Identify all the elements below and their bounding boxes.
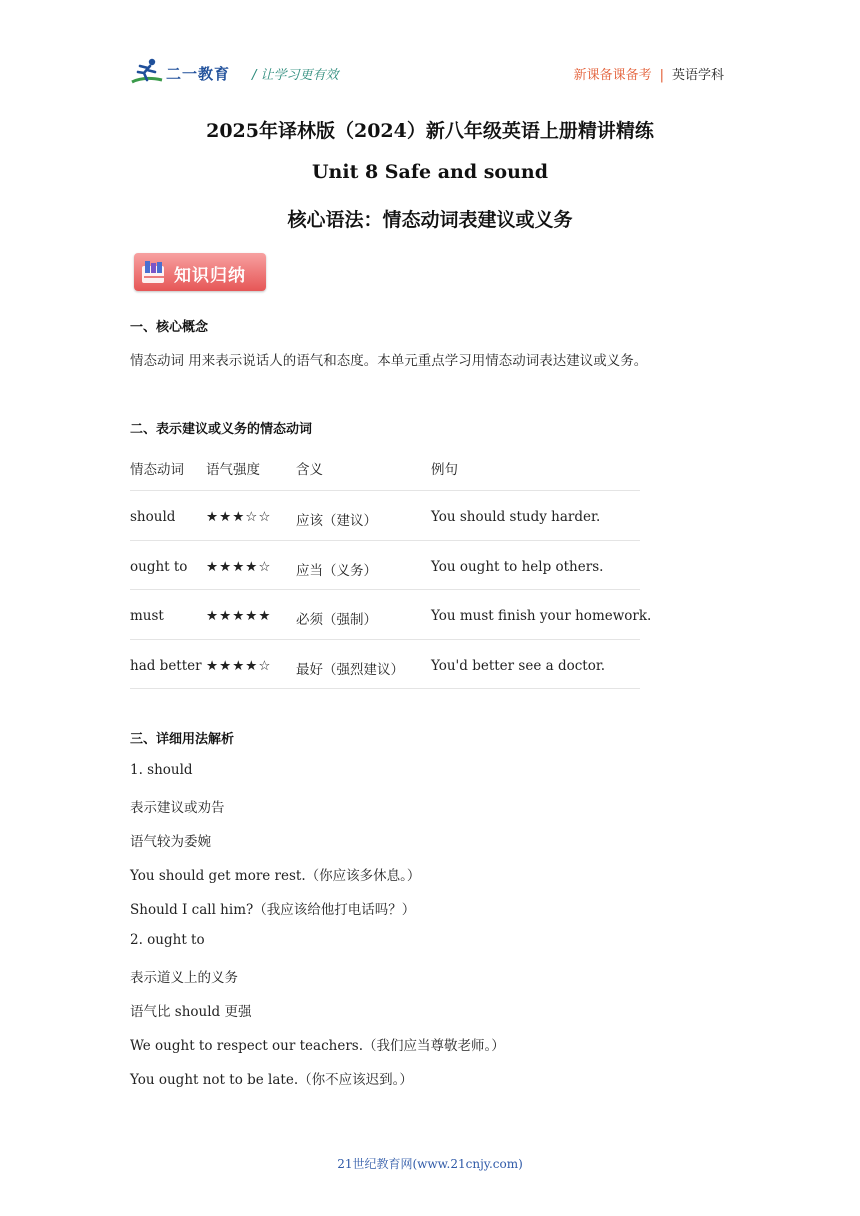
meaning-cell: 必须（强制） [296,612,377,628]
section1-text: 情态动词 用来表示说话人的语气和态度。本单元重点学习用情态动词表达建议或义务。 [130,353,648,369]
verb-cell: must [130,608,164,624]
section3-heading: 三、详细用法解析 [130,732,235,747]
table-row [130,640,640,690]
section1-heading: 一、核心概念 [130,320,209,335]
header-subject-label: 英语学科 [671,68,724,83]
strength-cell: ★★★★☆ [206,558,272,575]
header-separator: | [659,68,664,83]
table-row [130,541,640,591]
verb-cell: had better [130,657,202,674]
unit-title: Unit 8 Safe and sound [311,161,549,183]
usage-line: 表示道义上的义务 [130,970,238,986]
verb-cell: ought to [130,558,188,575]
usage-line: We ought to respect our teachers.（我们应当尊敬老师。） [130,1038,505,1054]
table-row [130,491,640,541]
usage-line: 1. should [130,762,193,778]
strength-cell: ★★★☆☆ [206,509,272,525]
table-header-row [130,448,640,491]
example-cell: You ought to help others. [431,558,604,575]
example-cell: You'd better see a doctor. [431,657,606,674]
usage-line: You should get more rest.（你应该多休息。） [130,868,421,884]
meaning-cell: 应该（建议） [296,513,377,529]
runner-logo-icon [130,56,166,88]
example-cell: You must finish your homework. [431,608,652,624]
modal-verbs-table [130,448,652,689]
usage-line: 语气较为委婉 [130,834,211,850]
usage-line: Should I call him?（我应该给他打电话吗？） [130,902,416,918]
header-right [574,64,724,83]
header-course-label: 新课备课备考 [573,68,652,83]
strength-cell: ★★★★☆ [206,657,272,674]
column-header: 含义 [296,462,323,478]
usage-line: You ought not to be late.（你不应该迟到。） [130,1072,413,1088]
logo [130,56,242,88]
grammar-title: 核心语法：情态动词表建议或义务 [287,209,573,231]
usage-line: 2. ought to [130,932,205,948]
verb-cell: should [130,509,176,525]
meaning-cell: 应当（义务） [296,562,377,579]
footer-link[interactable]: 21世纪教育网(www.21cnjy.com) [337,1157,523,1171]
section2-heading: 二、表示建议或义务的情态动词 [130,422,313,437]
knowledge-summary-badge [134,253,266,291]
meaning-cell: 最好（强烈建议） [296,661,404,678]
strength-cell: ★★★★★ [206,608,272,624]
badge-label: 知识归纳 [174,266,246,286]
column-header: 语气强度 [206,462,260,478]
page-header [130,56,730,90]
usage-line: 语气比 should 更强 [130,1004,252,1020]
usage-line: 表示建议或劝告 [130,800,225,816]
book-icon [140,259,168,285]
logo-text: 二一教育 [166,65,231,83]
example-cell: You should study harder. [431,509,601,525]
table-row [130,590,652,640]
column-header: 情态动词 [130,462,184,478]
slogan: / 让学习更有效 [252,68,339,83]
column-header: 例句 [431,462,458,478]
doc-title: 2025年译林版（2024）新八年级英语上册精讲精练 [206,120,654,142]
